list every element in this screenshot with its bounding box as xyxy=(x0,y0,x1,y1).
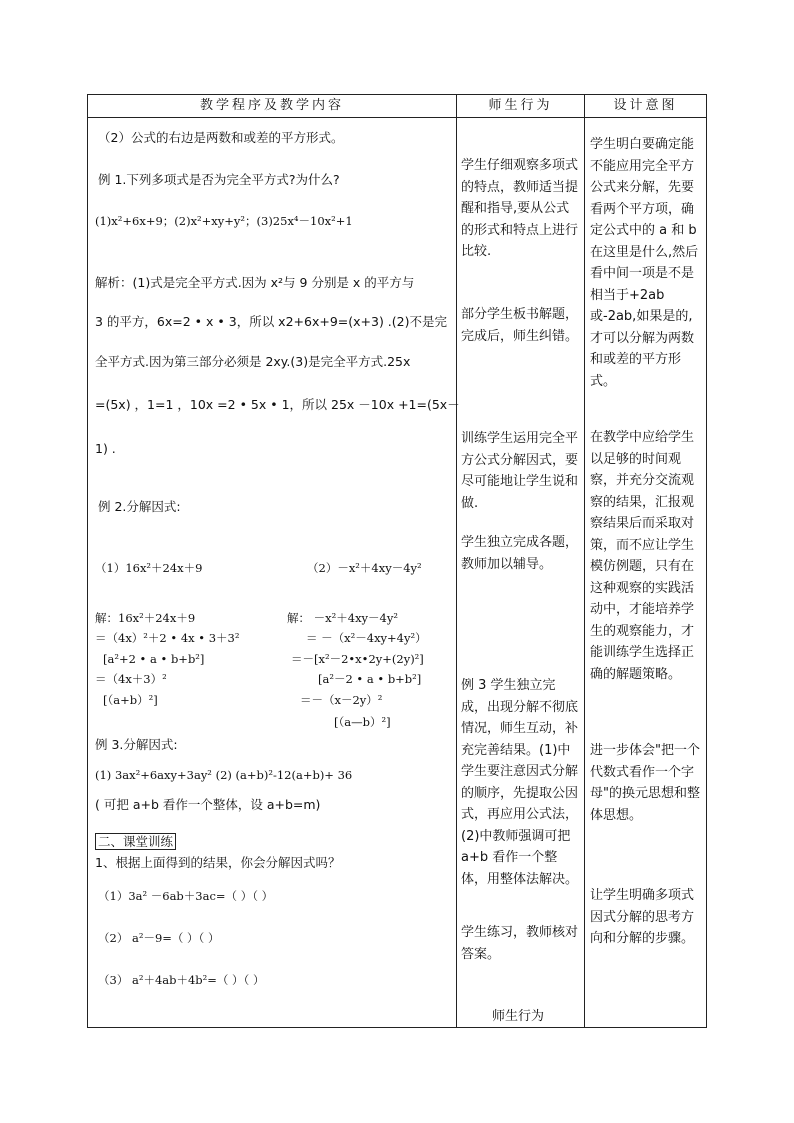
solution-1-line-5: [（a+b）²] xyxy=(103,693,158,707)
solution-2-line-4: [a²－2 • a • b+b²] xyxy=(318,672,422,686)
behavior-note-6: 学生练习，教师核对答案。 xyxy=(461,925,579,962)
practice-intro: 1、根据上面得到的结果，你会分解因式吗？ xyxy=(95,855,341,870)
solution-1-line-3: [a²+2 • a • b+b²] xyxy=(103,652,205,666)
intent-note-3: 进一步体会"把一个代数式看作一个字母"的换元思想和整体思想。 xyxy=(590,743,700,823)
analysis-line-3: 全平方式.因为第三部分必须是 2xy.(3)是完全平方式.25x xyxy=(95,354,411,369)
practice-item-1: （1）3a² －6ab＋3ac=（ ）（ ） xyxy=(98,889,274,903)
behavior-footer: 师生行为 xyxy=(492,1009,545,1024)
behavior-note-4: 学生独立完成各题，教师加以辅导。 xyxy=(461,535,579,572)
example-1-title: 例 1.下列多项式是否为完全平方式?为什么? xyxy=(98,172,340,187)
header-intent: 设计意图 xyxy=(613,98,678,113)
analysis-line-1: 解析：(1)式是完全平方式.因为 x²与 9 分别是 x 的平方与 xyxy=(95,275,415,290)
example-3-hint: ( 可把 a+b 看作一个整体，设 a+b=m) xyxy=(95,797,321,812)
behavior-note-2: 部分学生板书解题，完成后，师生纠错。 xyxy=(461,307,579,344)
solution-2-line-6: [（a—b）²] xyxy=(334,715,391,729)
solution-1-line-4: ＝（4x＋3）² xyxy=(95,672,167,686)
solution-2-line-5: ＝－（x－2y）² xyxy=(300,693,383,707)
solution-2-line-2: ＝ －（x²－4xy+4y²） xyxy=(306,631,427,645)
solution-1-line-2: ＝（4x）²＋2 • 4x • 3＋3² xyxy=(95,631,240,645)
behavior-note-3: 训练学生运用完全平方公式分解因式，要尽可能地让学生说和做. xyxy=(461,431,579,511)
example-2-title: 例 2.分解因式: xyxy=(98,499,181,514)
header-divider xyxy=(87,117,707,118)
solution-2-line-3: ＝－[x²－2•x•2y+(2y)²] xyxy=(291,652,424,666)
solution-1-line-1: 解：16x²＋24x＋9 xyxy=(95,611,196,625)
behavior-note-5: 例 3 学生独立完成，出现分解不彻底情况，师生互动，补充完善结果。(1)中学生要注意因式分解的顺序，先提取公因式，再应用公式法，(2)中教师强调可把 a+b 看作一个整体，用整体法解决。 xyxy=(461,678,579,887)
section-title xyxy=(95,834,176,850)
column-divider-2 xyxy=(584,94,585,1028)
practice-item-2: （2） a²－9=（ ）（ ） xyxy=(98,931,220,945)
example-2-question-1: （1）16x²＋24x＋9 xyxy=(95,561,203,575)
section-title-text: 二、课堂训练 xyxy=(95,833,176,850)
analysis-line-4: =(5x) ，1=1 ，10x =2 • 5x • 1，所以 25x －10x +1=(5x－ xyxy=(95,397,460,412)
example-3-title: 例 3.分解因式: xyxy=(95,737,178,752)
solution-2-line-1: 解： －x²＋4xy－4y² xyxy=(287,611,398,625)
behavior-note-1: 学生仔细观察多项式的特点，教师适当提醒和指导,要从公式的形式和特点上进行比较. xyxy=(461,158,579,259)
example-1-items: (1)x²+6x+9；(2)x²+xy+y²；(3)25x⁴－10x²+1 xyxy=(95,214,353,228)
intent-note-4: 让学生明确多项式因式分解的思考方向和分解的步骤。 xyxy=(590,888,695,946)
analysis-line-2: 3 的平方，6x=2 • x • 3，所以 x2+6x+9=(x+3) .(2)不是完 xyxy=(95,314,447,329)
header-behavior: 师生行为 xyxy=(488,98,553,113)
intent-note-2: 在教学中应给学生以足够的时间观察，并充分交流观察的结果，汇报观察结果后而采取对策，而不应让学生模仿例题，只有在这种观察的实践活动中，才能培养学生的观察能力，才能训练学生选择正确的解题策略。 xyxy=(590,430,695,682)
example-2-question-2: （2）－x²＋4xy－4y² xyxy=(307,561,422,575)
formula-note: （2）公式的右边是两数和或差的平方形式。 xyxy=(98,130,344,145)
example-3-items: (1) 3ax²+6axy+3ay² (2) (a+b)²-12(a+b)+ 36 xyxy=(95,768,353,782)
intent-note-1: 学生明白要确定能不能应用完全平方公式来分解，先要看两个平方项，确定公式中的 a 和 b 在这里是什么,然后看中间一项是不是相当于+2ab 或-2ab,如果是的,才可以分解为两数和或差的平方形式。 xyxy=(590,137,699,389)
practice-item-3: （3） a²＋4ab＋4b²=（ ）（ ） xyxy=(98,973,265,987)
header-content: 教学程序及教学内容 xyxy=(199,98,344,113)
analysis-line-5: 1) . xyxy=(95,441,116,456)
column-divider-1 xyxy=(456,94,457,1028)
